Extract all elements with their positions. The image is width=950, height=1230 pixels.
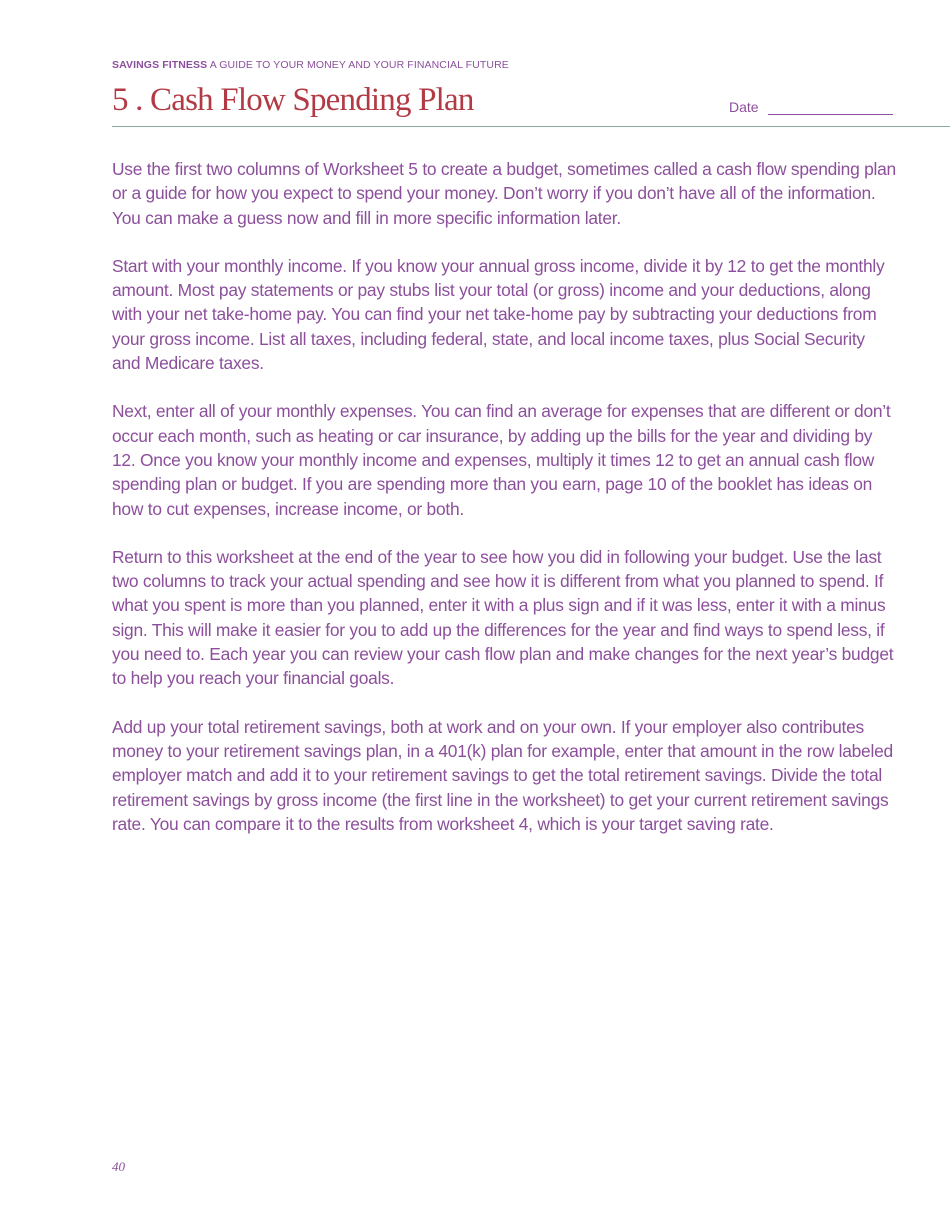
body-text (112, 157, 896, 860)
date-field-line[interactable] (768, 114, 893, 115)
publication-subtitle: A GUIDE TO YOUR MONEY AND YOUR FINANCIAL FUTURE (209, 59, 509, 71)
page-title: 5 . Cash Flow Spending Plan (112, 82, 474, 118)
date-label: Date (729, 99, 759, 115)
running-header (112, 59, 509, 71)
paragraph-monthly-expenses: Next, enter all of your monthly expenses. You can find an average for expenses that are different or don’t occur each month, such as heating or car insurance, by adding up the bills for the year and dividing by 12. Once you know your monthly income and expenses, multiply it times 12 to get an annual cash flow spending plan or budget. If you are spending more than you earn, page 10 of the booklet has ideas on how to cut expenses, increase income, or both. (112, 401, 891, 519)
paragraph-monthly-income: Start with your monthly income. If you know your annual gross income, divide it by 12 to get the monthly amount. Most pay statements or pay stubs list your total (or gross) income and your deductions, along with your net take-home pay. You can find your net take-home pay by subtracting your deductions from your gross income. List all taxes, including federal, state, and local income taxes, plus Social Security and Medicare taxes. (112, 255, 885, 374)
paragraph-year-end-review: Return to this worksheet at the end of the year to see how you did in following your budget. Use the last two columns to track your actual spending and see how it is different from what you planned to spend. If what you spent is more than you planned, enter it with a plus sign and if it was less, enter it with a minus sign. This will make it easier for you to add up the differences for the year and find ways to spend less, if you need to. Each year you can review your cash flow plan and make changes for the next year’s budget to help you reach your financial goals. (112, 546, 894, 689)
page-number: 40 (112, 1159, 125, 1174)
publication-brand: SAVINGS FITNESS (112, 59, 208, 71)
header-divider (112, 126, 950, 127)
paragraph-retirement-savings: Add up your total retirement savings, both at work and on your own. If your employer also contributes money to your retirement savings plan, in a 401(k) plan for example, enter that amount in the row labeled employer match and add it to your retirement savings to get the total retirement savings. Divide the total retirement savings by gross income (the first line in the worksheet) to get your current retirement savings rate. You can compare it to the results from worksheet 4, which is your target saving rate. (112, 716, 893, 834)
paragraph-budget-intro: Use the first two columns of Worksheet 5 to create a budget, sometimes called a cash flow spending plan or a guide for how you expect to spend your money. Don’t worry if you don’t have all of the information. You can make a guess now and fill in more specific information later. (112, 159, 896, 228)
